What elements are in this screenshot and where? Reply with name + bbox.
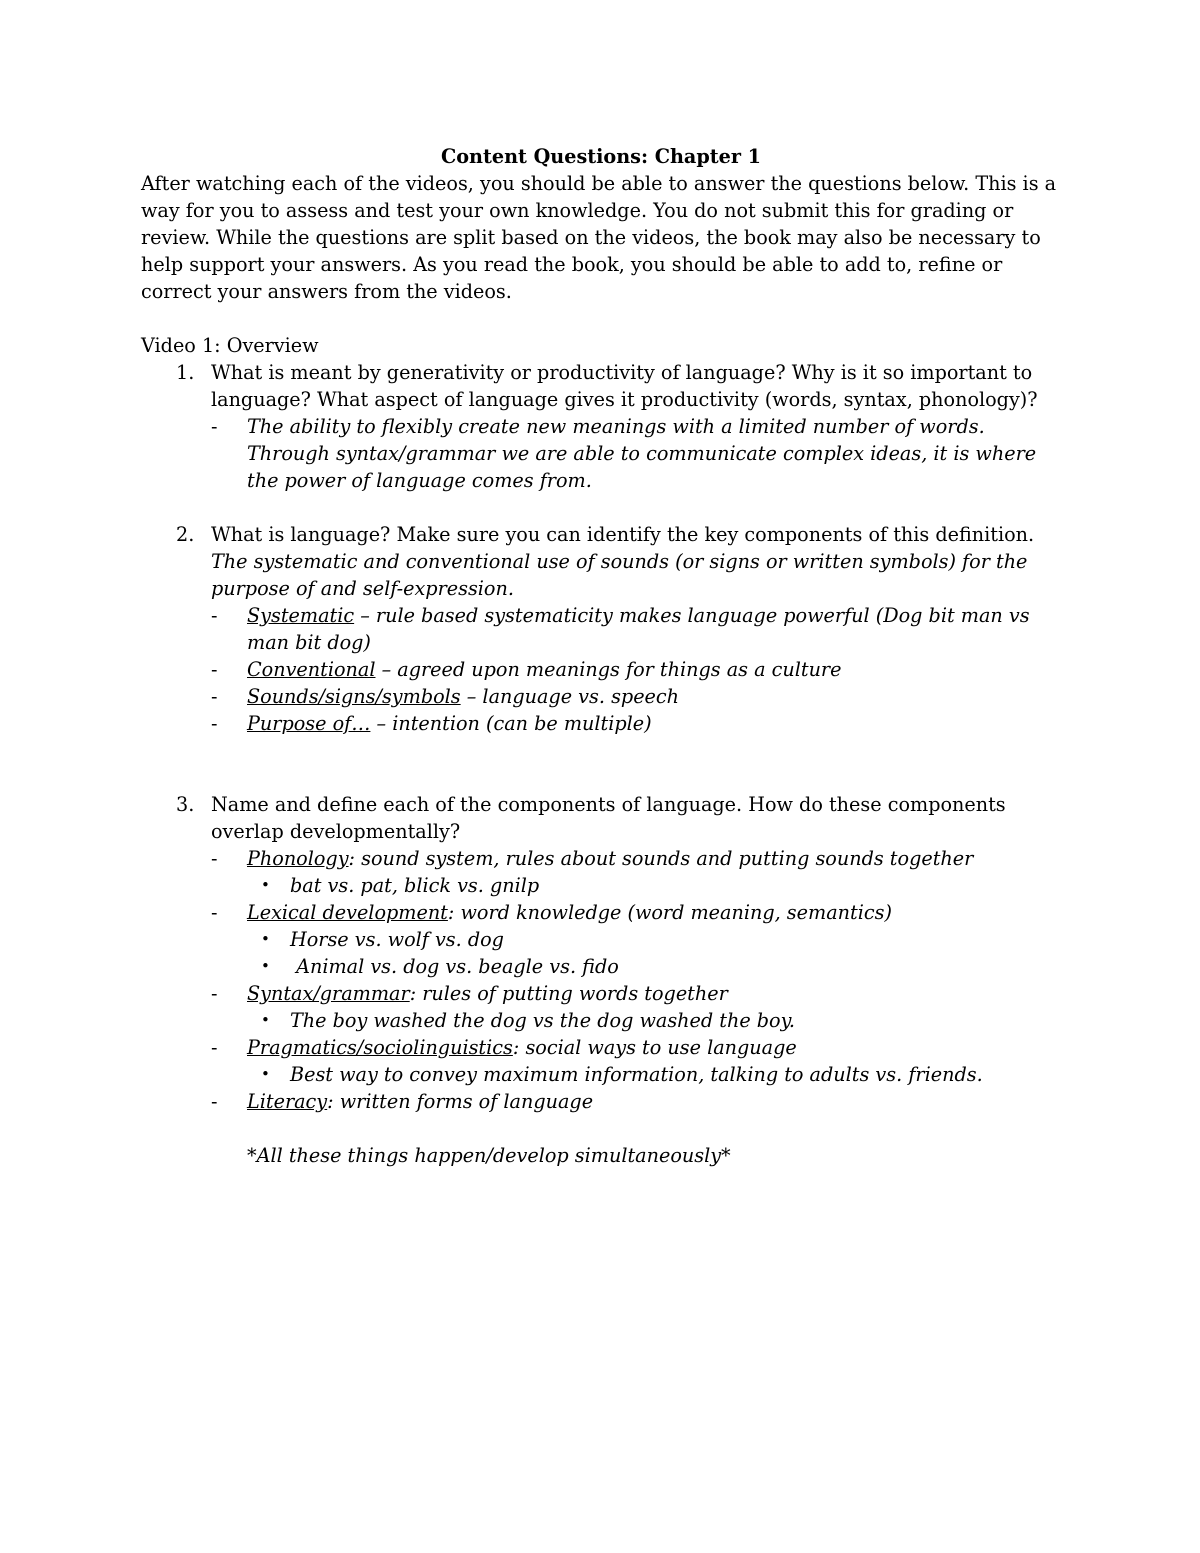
example-list [211, 1061, 1061, 1088]
dash-marker: - [211, 901, 218, 924]
bullet-marker: • [261, 1065, 270, 1083]
answer-item [211, 602, 1061, 656]
example-item [211, 953, 1061, 980]
example-item [211, 872, 1061, 899]
term-label: Pragmatics/sociolinguistics [247, 1036, 513, 1059]
intro-paragraph: After watching each of the videos, you should be able to answer the questions below. This is a way for you to assess and test your own knowledge. You do not submit this for grading or review. While the questions are split based on the videos, the book may also be necessary to help support your answers. As you read the book, you should be able to add to, refine or correct your answers from the videos. [141, 172, 1057, 303]
component-item [211, 1088, 1061, 1115]
example-list [211, 926, 1061, 980]
term-label: Purpose of… [247, 712, 371, 735]
term-label: Lexical development [247, 901, 448, 924]
component-list [211, 845, 1061, 872]
dash-marker: - [211, 847, 218, 870]
closing-note: *All these things happen/develop simultaneously* [247, 1144, 731, 1167]
term-description: : written forms of language [327, 1090, 594, 1113]
bullet-marker: • [261, 1011, 270, 1029]
example-text: The boy washed the dog vs the dog washed the boy. [290, 1009, 796, 1032]
term-label: Literacy [247, 1090, 328, 1113]
component-list [211, 1034, 1061, 1061]
question-number: 3. [176, 793, 195, 816]
answer-item [211, 710, 1061, 737]
component-item [211, 980, 1061, 1007]
term-description: : social ways to use language [512, 1036, 797, 1059]
question-text: What is meant by generativity or productivity of language? Why is it so important to language? What aspect of language gives it productivity (words, syntax, phonology)? [211, 361, 1038, 411]
dash-marker: - [211, 982, 218, 1005]
dash-marker: - [211, 712, 218, 735]
bullet-marker: • [261, 957, 270, 975]
term-label: Syntax/grammar [247, 982, 410, 1005]
example-text: bat vs. pat, blick vs. gnilp [290, 874, 540, 897]
term-label: Conventional [247, 658, 376, 681]
example-text: Animal vs. dog vs. beagle vs. fido [290, 955, 619, 978]
component-item [211, 845, 1061, 872]
component-list [211, 1088, 1061, 1115]
component-list [211, 980, 1061, 1007]
example-list [211, 872, 1061, 899]
component-item [211, 899, 1061, 926]
term-description: – agreed upon meanings for things as a culture [375, 658, 842, 681]
answer-item [211, 656, 1061, 683]
term-description: – intention (can be multiple) [370, 712, 652, 735]
answer-list [211, 413, 1061, 494]
definition-text: The systematic and conventional use of sounds (or signs or written symbols) for the purpose of and self-expression. [211, 550, 1028, 600]
answer-item [211, 683, 1061, 710]
question-list [141, 359, 1061, 1169]
question-text: Name and define each of the components of language. How do these components overlap developmentally? [211, 793, 1006, 843]
component-list [211, 899, 1061, 926]
document-page [141, 143, 1061, 1169]
example-item [211, 1061, 1061, 1088]
bullet-marker: • [261, 930, 270, 948]
example-text: Horse vs. wolf vs. dog [290, 928, 504, 951]
example-text: Best way to convey maximum information, talking to adults vs. friends. [290, 1063, 983, 1086]
term-description: : word knowledge (word meaning, semantics) [447, 901, 892, 924]
term-label: Systematic [247, 604, 355, 627]
term-description: : rules of putting words together [409, 982, 728, 1005]
question-item [141, 791, 1061, 1169]
dash-marker: - [211, 604, 218, 627]
dash-marker: - [211, 415, 218, 438]
term-description: – language vs. speech [460, 685, 680, 708]
term-label: Phonology [247, 847, 349, 870]
dash-marker: - [211, 1036, 218, 1059]
question-item [141, 521, 1061, 791]
question-item [141, 359, 1061, 521]
question-text: What is language? Make sure you can identify the key components of this definition. [211, 523, 1035, 546]
dash-marker: - [211, 685, 218, 708]
question-number: 2. [176, 523, 195, 546]
dash-marker: - [211, 658, 218, 681]
bullet-marker: • [261, 876, 270, 894]
term-label: Sounds/signs/symbols [247, 685, 461, 708]
example-item [211, 1007, 1061, 1034]
page-title: Content Questions: Chapter 1 [440, 145, 761, 168]
example-item [211, 926, 1061, 953]
question-number: 1. [176, 361, 195, 384]
answer-list [211, 602, 1061, 737]
dash-marker: - [211, 1090, 218, 1113]
answer-text: The ability to flexibly create new meanings with a limited number of words. Through syntax/grammar we are able to communicate complex ideas, it is where the power of language comes from. [247, 415, 1037, 492]
answer-item [211, 413, 1061, 494]
example-list [211, 1007, 1061, 1034]
component-item [211, 1034, 1061, 1061]
term-description: – rule based systematicity makes language powerful (Dog bit man vs man bit dog) [247, 604, 1030, 654]
term-description: : sound system, rules about sounds and putting sounds together [348, 847, 974, 870]
section-label: Video 1: Overview [141, 334, 319, 357]
